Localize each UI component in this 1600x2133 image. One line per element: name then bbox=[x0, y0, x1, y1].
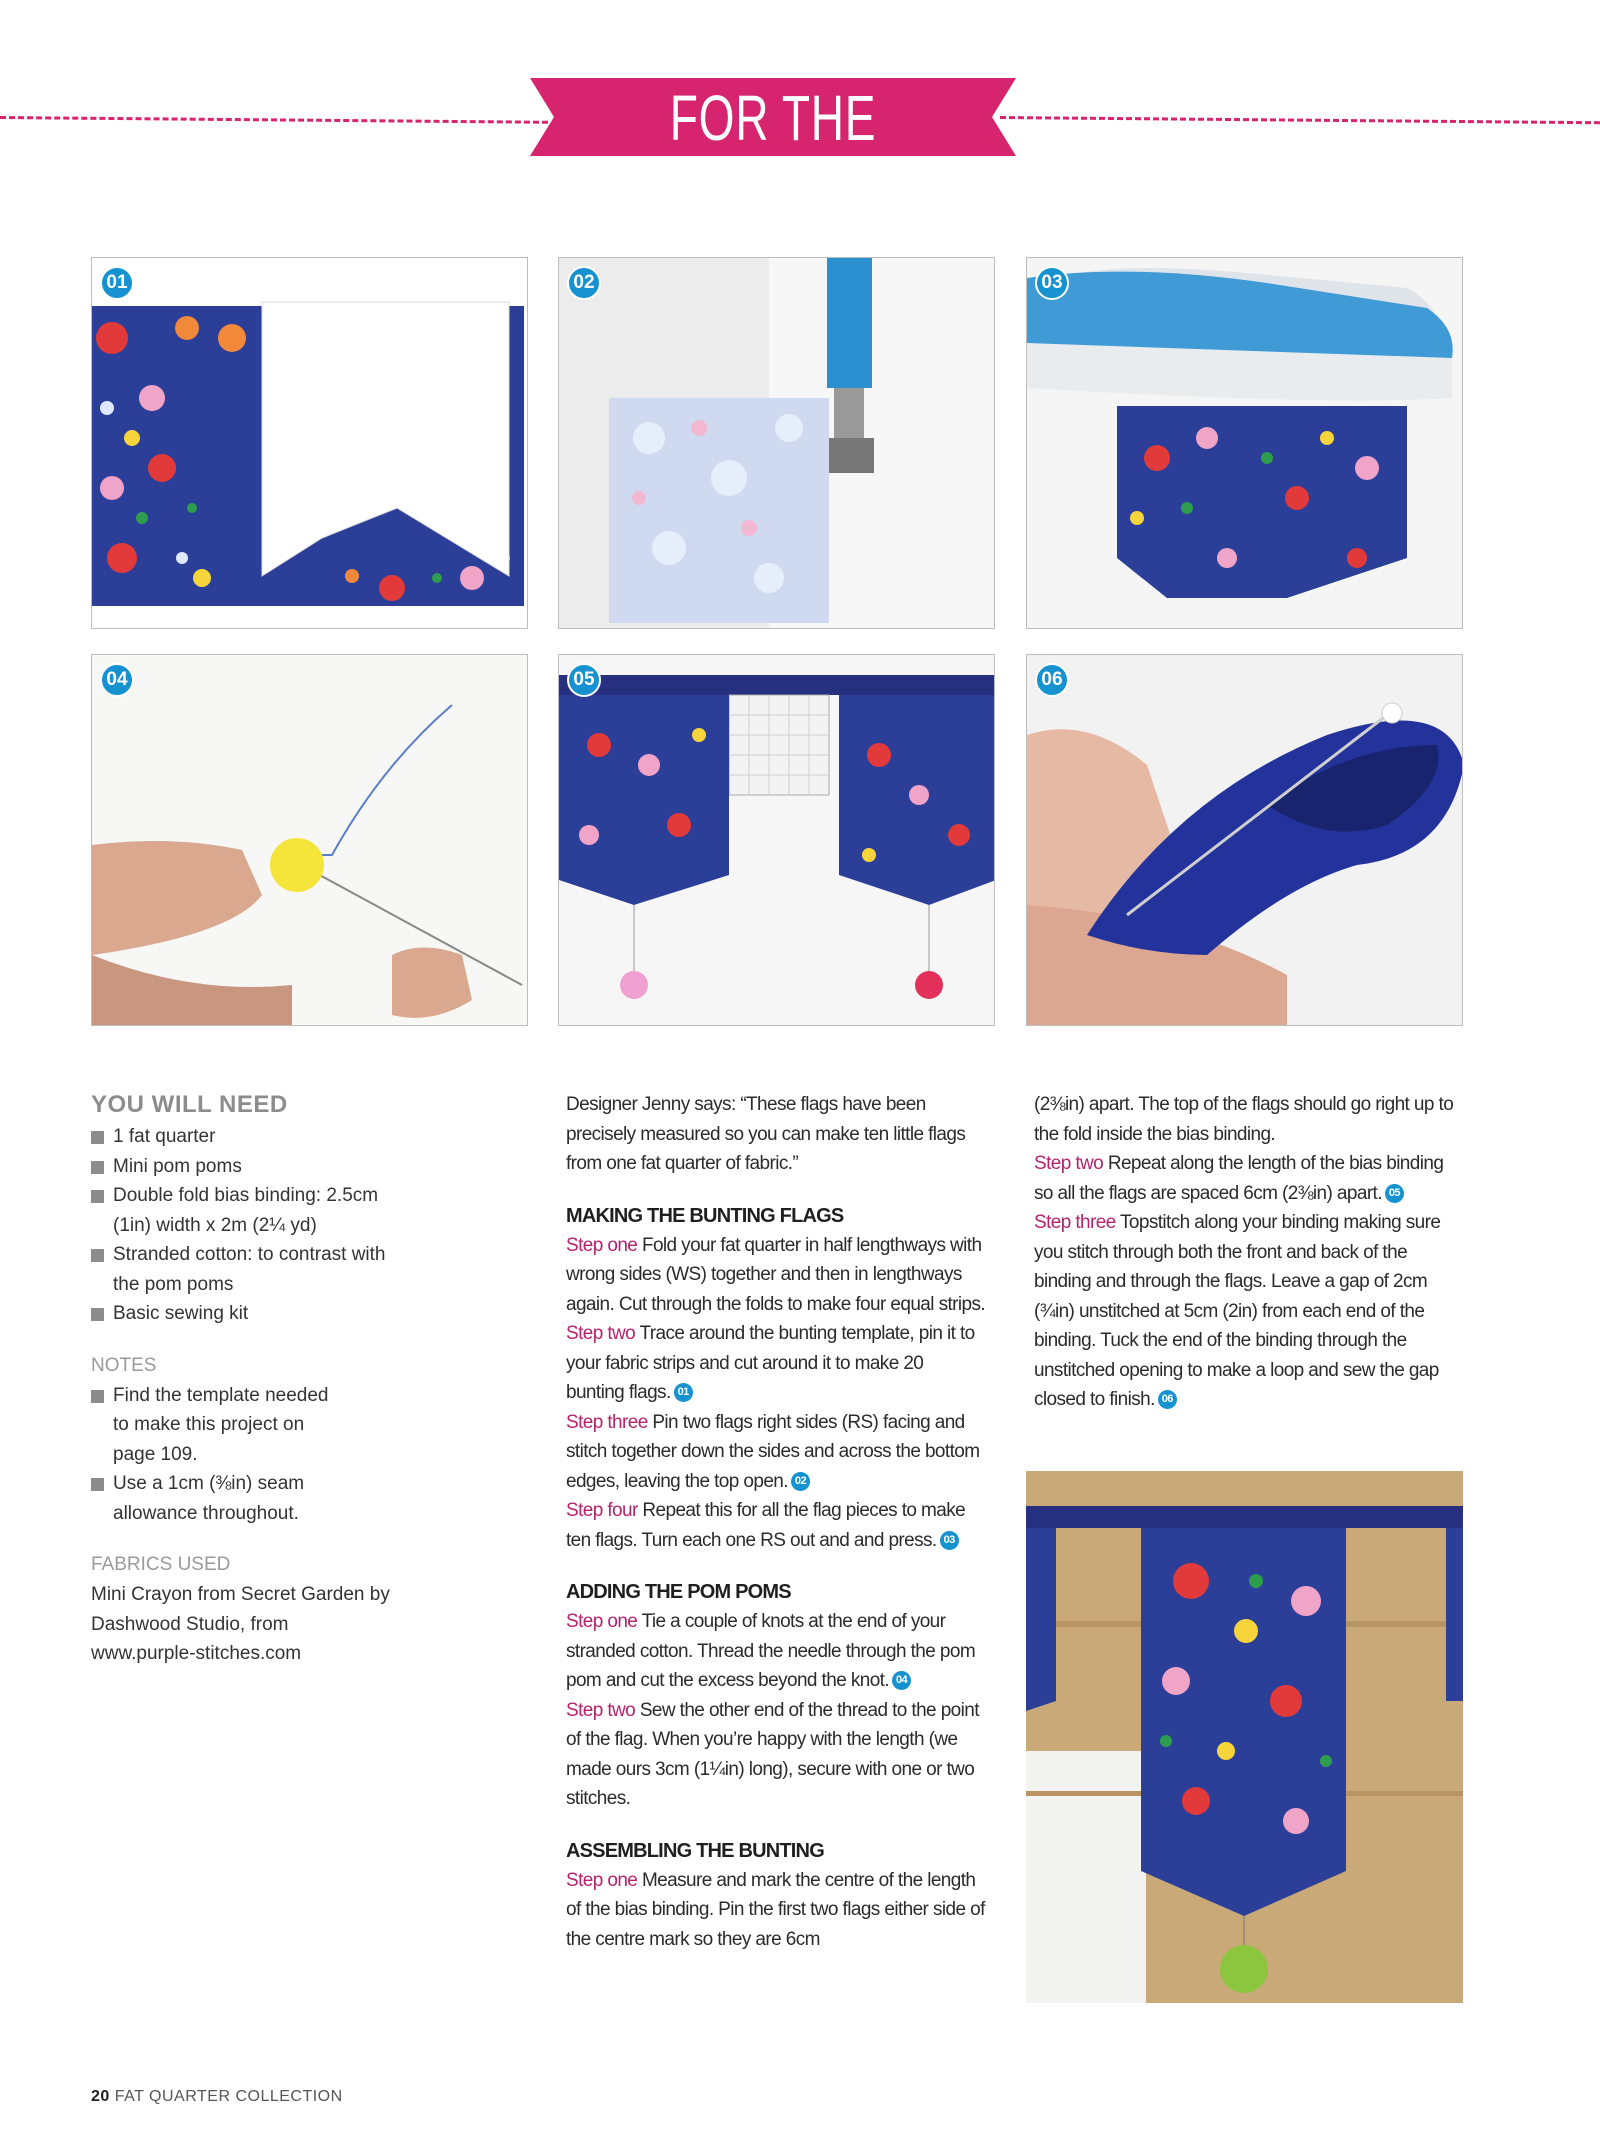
you-will-need-heading: YOU WILL NEED bbox=[91, 1091, 288, 1118]
step-photo-03 bbox=[1026, 257, 1463, 629]
section-banner bbox=[530, 78, 1016, 234]
step-photo-01 bbox=[91, 257, 528, 629]
step-number-badge: 03 bbox=[1035, 266, 1069, 300]
photo-ref-badge: 03 bbox=[940, 1531, 959, 1550]
step-label: Step two bbox=[566, 1323, 636, 1344]
fabrics-text: Mini Crayon from Secret Garden by Dashwood Studio, from www.purple-stitches.com bbox=[91, 1584, 390, 1664]
making-step bbox=[566, 1319, 986, 1408]
instructions-column-middle bbox=[566, 1090, 986, 1954]
finished-bunting-photo bbox=[1026, 1471, 1463, 2003]
assembling-step bbox=[1034, 1208, 1454, 1415]
publication-title: FAT QUARTER COLLECTION bbox=[114, 2088, 343, 2105]
materials-list bbox=[91, 1122, 391, 1329]
list-item: 1 fat quarter bbox=[91, 1122, 391, 1152]
step-text: Measure and mark the centre of the length of the bias binding. Pin the first two flags either side of the centre mark so they are 6cm bbox=[566, 1869, 985, 1950]
assembling-continued: (2⅜in) apart. The top of the flags should go right up to the fold inside the bias binding. bbox=[1034, 1094, 1454, 1145]
page-number: 20 bbox=[91, 2088, 110, 2105]
fabrics-heading: FABRICS USED bbox=[91, 1554, 231, 1575]
step-label: Step four bbox=[566, 1500, 638, 1521]
threading-pom-pom-image bbox=[92, 655, 528, 1026]
finished-bunting-image bbox=[1026, 1471, 1463, 2003]
header-dashed-rule-left bbox=[0, 116, 548, 124]
step-photo-04 bbox=[91, 654, 528, 1026]
page-footer bbox=[91, 2088, 343, 2106]
making-step bbox=[566, 1231, 986, 1320]
step-label: Step three bbox=[566, 1411, 648, 1433]
photo-ref-badge: 04 bbox=[892, 1671, 911, 1690]
photo-ref-badge: 02 bbox=[791, 1472, 810, 1491]
step-label: Step two bbox=[1034, 1153, 1104, 1174]
notes-heading: NOTES bbox=[91, 1354, 157, 1376]
step-label: Step one bbox=[566, 1869, 638, 1891]
intro-quote: Designer Jenny says: “These flags have been precisely measured so you can make ten little flags from one fat quarter of fabric.” bbox=[566, 1094, 966, 1174]
assembling-step bbox=[1034, 1149, 1454, 1208]
step-number-badge: 05 bbox=[567, 663, 601, 697]
header-dashed-rule-right bbox=[1000, 116, 1600, 124]
section-title: FOR THE HOME bbox=[669, 82, 877, 234]
sewing-machine-image bbox=[559, 258, 995, 629]
step-text: Topstitch along your binding making sure you stitch through both the front and back of the binding and through the flags. Leave a gap of 2cm (¾in) unstitched at 5cm (2in) from each end of the binding. Tuck the end of the binding through the unstitched opening to make a loop and sew the gap closed to finish. bbox=[1034, 1212, 1441, 1410]
step-text: Sew the other end of the thread to the point of the flag. When you’re happy with the length (we made ours 3cm (1¼in) long), secure with one or two stitches. bbox=[566, 1699, 979, 1809]
step-photo-02 bbox=[558, 257, 995, 629]
step-text: Tie a couple of knots at the end of your stranded cotton. Thread the needle through the pom pom and cut the excess beyond the knot. bbox=[566, 1611, 976, 1691]
list-item: Stranded cotton: to contrast with the pom poms bbox=[91, 1240, 391, 1299]
list-item: Double fold bias binding: 2.5cm (1in) width x 2m (2¼ yd) bbox=[91, 1181, 391, 1240]
step-text: Repeat this for all the flag pieces to make ten flags. Turn each one RS out and and press. bbox=[566, 1500, 966, 1551]
step-label: Step one bbox=[566, 1611, 638, 1632]
assembling-heading: ASSEMBLING THE BUNTING bbox=[566, 1839, 824, 1862]
step-text: Trace around the bunting template, pin it to your fabric strips and cut around it to make 20 bunting flags. bbox=[566, 1323, 975, 1403]
list-item: Basic sewing kit bbox=[91, 1299, 391, 1329]
step-text: Fold your fat quarter in half lengthways with wrong sides (WS) together and then in lengthways again. Cut through the folds to make four equal strips. bbox=[566, 1234, 986, 1315]
assembling-step bbox=[566, 1866, 986, 1955]
notes-list bbox=[91, 1381, 391, 1529]
making-heading: MAKING THE BUNTING FLAGS bbox=[566, 1204, 844, 1227]
pinning-binding-loop-image bbox=[1027, 655, 1463, 1026]
list-item: Use a 1cm (⅜in) seam allowance throughout. bbox=[91, 1469, 391, 1528]
making-step bbox=[566, 1496, 986, 1555]
making-step bbox=[566, 1408, 986, 1497]
step-label: Step one bbox=[566, 1234, 638, 1256]
step-number-badge: 04 bbox=[100, 663, 134, 697]
step-photo-05 bbox=[558, 654, 995, 1026]
flags-with-pom-poms-image bbox=[559, 655, 995, 1026]
sidebar-materials bbox=[91, 1090, 391, 1669]
photo-ref-badge: 05 bbox=[1385, 1184, 1404, 1203]
step-number-badge: 06 bbox=[1035, 663, 1069, 697]
step-label: Step two bbox=[566, 1699, 636, 1721]
step-label: Step three bbox=[1034, 1212, 1116, 1233]
step-text: Pin two flags right sides (RS) facing and stitch together down the sides and across the bottom edges, leaving the top open. bbox=[566, 1411, 980, 1492]
step-photo-06 bbox=[1026, 654, 1463, 1026]
step-number-badge: 02 bbox=[567, 266, 601, 300]
iron-pressing-flag-image bbox=[1027, 258, 1463, 629]
fabric-with-template-image bbox=[92, 258, 528, 629]
photo-ref-badge: 06 bbox=[1158, 1390, 1177, 1409]
list-item: Find the template needed to make this project on page 109. bbox=[91, 1381, 391, 1470]
instructions-column-right bbox=[1034, 1090, 1454, 1415]
list-item: Mini pom poms bbox=[91, 1152, 391, 1182]
step-text: Repeat along the length of the bias binding so all the flags are spaced 6cm (2⅜in) apart. bbox=[1034, 1153, 1444, 1204]
step-number-badge: 01 bbox=[100, 266, 134, 300]
adding-step bbox=[566, 1607, 986, 1696]
adding-heading: ADDING THE POM POMS bbox=[566, 1581, 791, 1603]
adding-step bbox=[566, 1696, 986, 1814]
photo-ref-badge: 01 bbox=[674, 1383, 693, 1402]
